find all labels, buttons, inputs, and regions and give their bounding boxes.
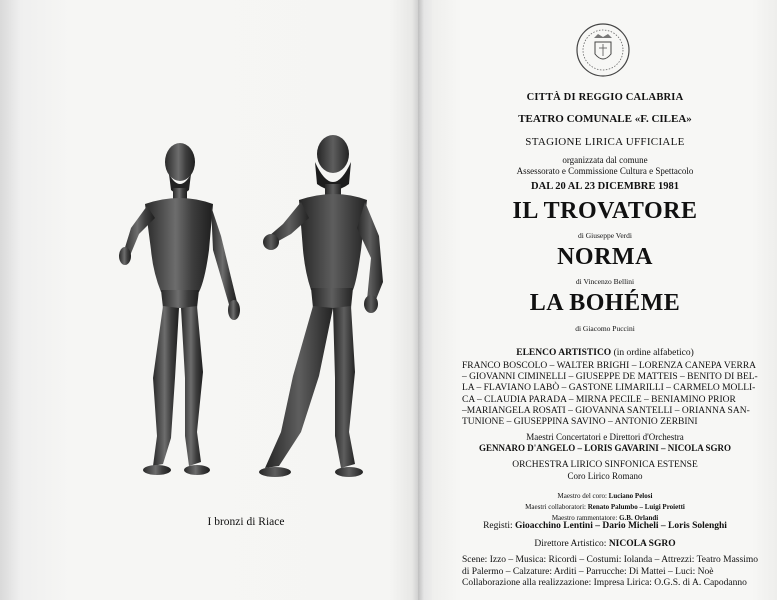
- theatre-name: TEATRO COMUNALE «F. CILEA»: [518, 113, 692, 125]
- orchestra-name: ORCHESTRA LIRICO SINFONICA ESTENSE: [512, 460, 698, 470]
- directors-line: [455, 521, 755, 531]
- season-dates: DAL 20 AL 23 DICEMBRE 1981: [531, 181, 679, 192]
- season-title: STAGIONE LIRICA UFFICIALE: [525, 136, 685, 148]
- cast-line: LA – FLAVIANO LABÒ – GASTONE LIMARILLI – CARMELO MOLLI-: [462, 383, 756, 394]
- directors-label: Registi:: [483, 521, 515, 531]
- staff-value: Renato Palumbo – Luigi Proietti: [587, 503, 685, 511]
- directors-names: Gioacchino Lentini – Dario Micheli – Loris Solenghi: [515, 521, 727, 531]
- credits-line: di Palermo – Calzature: Arditi – Parrucche: Di Mattei – Luci: Noè: [462, 566, 714, 577]
- staff-label: Maestri collaboratori:: [525, 503, 588, 511]
- cast-heading-note: (in ordine alfabetico): [613, 348, 694, 358]
- city-crest-icon: [575, 22, 631, 78]
- staff-label: Maestro del coro:: [557, 492, 609, 500]
- artistic-director-line: [455, 539, 755, 549]
- opera-title: LA BOHÉME: [529, 290, 681, 316]
- cast-line: –MARIANGELA ROSATI – GIOVANNA SANTELLI – ORIANNA SAN-: [462, 405, 750, 416]
- cast-line: – GIOVANNI CIMINELLI – GIUSEPPE DE MATTEIS – BENITO DI BEL-: [462, 372, 758, 383]
- city-name: CITTÀ DI REGGIO CALABRIA: [526, 92, 684, 103]
- staff-line: [455, 503, 755, 511]
- cast-line: TUNIONE – GIUSEPPINA SAVINO – ANTONIO ZERBINI: [462, 417, 698, 428]
- organized-line-2: Assessorato e Commissione Cultura e Spettacolo: [516, 166, 694, 176]
- opera-composer: di Giacomo Puccini: [575, 324, 635, 333]
- choir-name: Coro Lirico Romano: [567, 471, 643, 481]
- opera-composer: di Vincenzo Bellini: [575, 277, 635, 286]
- cast-line: CA – CLAUDIA PARADA – MIRNA PECILE – BENIAMINO PRIOR: [462, 394, 736, 405]
- credits-line: Collaborazione alla realizzazione: Impresa Lirica: O.G.S. di A. Capodanno: [462, 578, 747, 588]
- cast-heading-bold: ELENCO ARTISTICO: [516, 348, 612, 358]
- statue-b: [259, 135, 383, 477]
- staff-label: Maestro rammentatore:: [551, 514, 620, 522]
- staff-value: Luciano Pelosi: [608, 492, 653, 500]
- riace-bronzes-photo: [105, 132, 405, 492]
- conductors-names: GENNARO D'ANGELO – LORIS GAVARINI – NICOLA SGRO: [479, 443, 731, 453]
- organized-line-1: organizzata dal comune: [562, 155, 648, 165]
- opera-title: NORMA: [557, 244, 653, 270]
- opera-composer: di Giuseppe Verdi: [577, 231, 633, 240]
- cast-heading: [455, 348, 755, 358]
- opera-title: IL TROVATORE: [512, 198, 698, 224]
- production-credits: [462, 555, 762, 590]
- conductors-label: Maestri Concertatori e Direttori d'Orchestra: [526, 432, 684, 442]
- statue-a: [119, 143, 240, 475]
- artistic-director-name: NICOLA SGRO: [608, 539, 676, 549]
- cast-list: [462, 361, 758, 428]
- staff-value: G.B. Orlandi: [619, 514, 659, 522]
- cast-line: FRANCO BOSCOLO – WALTER BRIGHI – LORENZA CANEPA VERRA: [462, 361, 757, 371]
- staff-line: [455, 492, 755, 500]
- artistic-director-label: Direttore Artistico:: [534, 539, 609, 549]
- credits-line: Scene: Izzo – Musica: Ricordi – Costumi: Iolanda – Attrezzi: Teatro Massimo: [462, 555, 758, 565]
- photo-caption: I bronzi di Riace: [207, 516, 285, 528]
